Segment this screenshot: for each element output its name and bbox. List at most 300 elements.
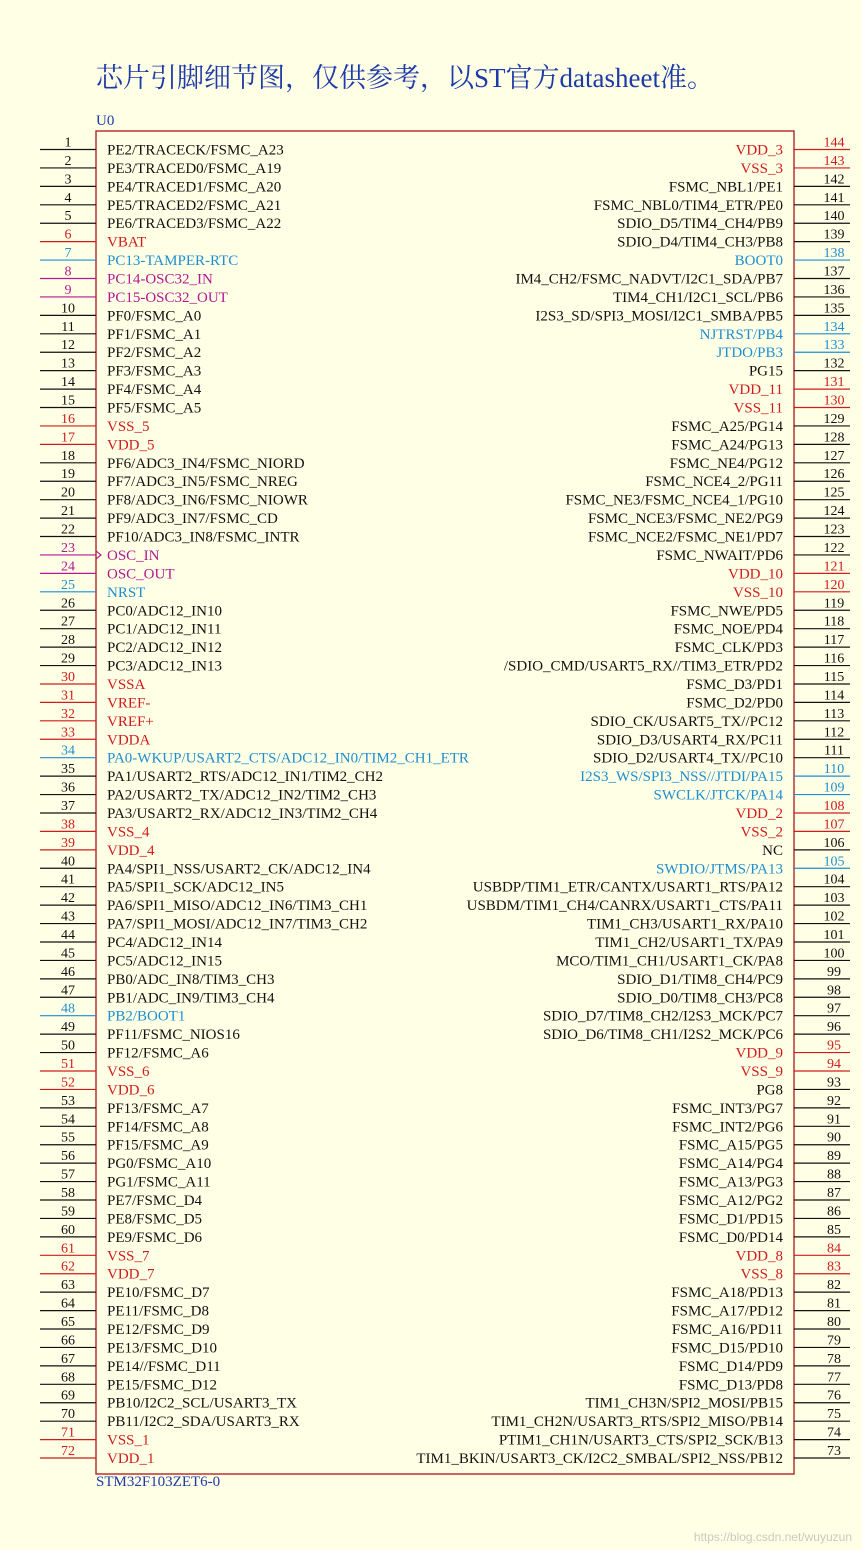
pin-number: 133: [823, 338, 845, 354]
pin-label: FSMC_D3/PD1: [686, 676, 783, 693]
pin-label: FSMC_D13/PD8: [678, 1377, 783, 1394]
pin-number: 123: [823, 522, 845, 538]
pin-label: FSMC_NE3/FSMC_NCE4_1/PG10: [565, 492, 783, 509]
pin-number: 62: [61, 1259, 75, 1275]
pin-number: 144: [823, 135, 845, 151]
pin-number: 116: [823, 651, 845, 667]
pin-label: PF0/FSMC_A0: [107, 308, 202, 325]
pin-label: PA2/USART2_TX/ADC12_IN2/TIM2_CH3: [107, 787, 377, 804]
page-title: 芯片引脚细节图，仅供参考，以ST官方datasheet准。: [96, 63, 714, 93]
pin-number: 52: [61, 1075, 75, 1091]
pin-label: PB1/ADC_IN9/TIM3_CH4: [107, 990, 275, 1007]
pin-number: 14: [61, 375, 75, 391]
pin-label: VSS_9: [740, 1064, 783, 1080]
pin-number: 126: [823, 467, 845, 483]
pin-label: PC4/ADC12_IN14: [107, 934, 223, 951]
pin-number: 33: [61, 725, 75, 741]
pin-label: VSS_1: [107, 1432, 150, 1449]
pin-label: SDIO_D1/TIM8_CH4/PC9: [617, 971, 783, 988]
pin-number: 22: [61, 522, 75, 538]
left-pin-34: [40, 744, 469, 767]
pin-label: FSMC_A25/PG14: [671, 418, 783, 435]
pin-label: PE15/FSMC_D12: [107, 1377, 218, 1394]
pin-label: FSMC_NCE4_2/PG11: [645, 474, 783, 491]
pin-label: SDIO_D0/TIM8_CH3/PC8: [617, 990, 783, 1007]
pin-number: 143: [823, 153, 845, 169]
pin-number: 89: [827, 1149, 841, 1165]
pin-number: 122: [823, 540, 845, 556]
pin-number: 55: [61, 1130, 75, 1146]
pin-number: 67: [61, 1351, 75, 1367]
pin-label: PE7/FSMC_D4: [107, 1193, 203, 1210]
pin-number: 15: [61, 393, 75, 409]
pin-number: 2: [64, 153, 72, 169]
pin-number: 99: [827, 964, 841, 980]
pin-number: 45: [61, 946, 75, 962]
pin-label: PF14/FSMC_A8: [107, 1119, 209, 1136]
pin-label: SDIO_D3/USART4_RX/PC11: [596, 732, 783, 749]
pin-label: PF6/ADC3_IN4/FSMC_NIORD: [107, 455, 305, 472]
pin-number: 91: [827, 1112, 841, 1128]
pin-label: BOOT0: [734, 253, 783, 270]
pin-number: 51: [61, 1057, 75, 1072]
pin-number: 110: [823, 762, 845, 778]
pin-label: OSC_IN: [107, 547, 160, 564]
pin-label: PF5/FSMC_A5: [107, 400, 202, 417]
pin-label: VDD_11: [728, 382, 783, 399]
pin-label: I2S3_WS/SPI3_NSS//JTDI/PA15: [580, 769, 783, 786]
pin-label: NJTRST/PB4: [699, 326, 783, 343]
pin-label: FSMC_NOE/PD4: [673, 621, 783, 638]
pin-number: 68: [61, 1370, 75, 1386]
pin-number: 56: [61, 1149, 75, 1165]
pin-label: NRST: [107, 584, 146, 601]
pin-number: 102: [823, 909, 845, 925]
pin-number: 94: [827, 1057, 841, 1072]
pin-label: VDD_2: [735, 805, 783, 822]
pin-label: TIM1_BKIN/USART3_CK/I2C2_SMBAL/SPI2_NSS/PB12: [416, 1451, 783, 1468]
pin-number: 28: [61, 633, 75, 649]
pin-number: 19: [61, 467, 75, 483]
pin-number: 80: [827, 1315, 841, 1331]
pin-label: FSMC_A13/PG3: [678, 1174, 783, 1191]
pin-number: 65: [61, 1315, 75, 1331]
pin-label: FSMC_NCE3/FSMC_NE2/PG9: [587, 511, 783, 528]
pin-number: 58: [61, 1186, 75, 1202]
pin-label: PF4/FSMC_A4: [107, 382, 202, 399]
pin-number: 10: [61, 301, 75, 317]
pin-number: 73: [827, 1444, 841, 1460]
pin-number: 54: [61, 1112, 75, 1128]
pin-label: FSMC_NWAIT/PD6: [656, 547, 783, 564]
pin-number: 134: [823, 319, 845, 335]
pin-label: JTDO/PB3: [716, 345, 783, 362]
pin-label: FSMC_A24/PG13: [671, 437, 783, 454]
pin-number: 42: [61, 891, 75, 907]
pin-label: NC: [762, 842, 783, 859]
pin-number: 5: [64, 209, 72, 225]
pin-number: 103: [823, 891, 845, 907]
pin-number: 48: [61, 1001, 75, 1017]
pin-number: 79: [827, 1333, 841, 1349]
pin-label: MCO/TIM1_CH1/USART1_CK/PA8: [556, 953, 783, 970]
pin-label: PG0/FSMC_A10: [107, 1156, 212, 1173]
pin-number: 82: [827, 1278, 841, 1294]
pin-label: VDDA: [107, 732, 151, 749]
pin-number: 6: [64, 227, 72, 243]
pin-label: PE14//FSMC_D11: [107, 1358, 221, 1375]
pin-label: FSMC_CLK/PD3: [674, 640, 783, 657]
pin-number: 95: [827, 1038, 841, 1054]
pin-number: 72: [61, 1444, 75, 1460]
pin-number: 7: [64, 246, 72, 262]
pin-number: 8: [64, 264, 72, 280]
pin-label: VSS_8: [740, 1266, 783, 1283]
pin-number: 107: [823, 817, 845, 833]
pin-number: 46: [61, 964, 75, 980]
pin-number: 1: [64, 135, 72, 151]
pin-number: 97: [827, 1001, 841, 1017]
pin-label: PA4/SPI1_NSS/USART2_CK/ADC12_IN4: [107, 861, 371, 878]
pin-number: 60: [61, 1222, 75, 1238]
pin-number: 76: [827, 1388, 841, 1404]
pin-label: USBDM/TIM1_CH4/CANRX/USART1_CTS/PA11: [466, 898, 783, 915]
pin-label: PG8: [756, 1082, 783, 1099]
pin-number: 39: [61, 835, 75, 851]
pin-label: FSMC_D14/PD9: [678, 1358, 783, 1375]
pin-number: 75: [827, 1407, 841, 1423]
pin-label: PF7/ADC3_IN5/FSMC_NREG: [107, 474, 298, 491]
pin-number: 11: [61, 319, 75, 335]
pin-label: PC13-TAMPER-RTC: [107, 253, 239, 270]
pin-number: 93: [827, 1075, 841, 1091]
pin-label: VSS_7: [107, 1248, 150, 1265]
pin-number: 130: [823, 393, 845, 409]
pin-number: 37: [61, 798, 75, 814]
pin-label: FSMC_D15/PD10: [671, 1340, 783, 1357]
pin-number: 41: [61, 872, 75, 888]
pin-number: 121: [823, 559, 845, 575]
pin-label: PB2/BOOT1: [107, 1008, 186, 1025]
pin-label: SDIO_D5/TIM4_CH4/PB9: [617, 216, 783, 233]
pin-label: PE10/FSMC_D7: [107, 1285, 210, 1302]
pin-label: VSS_5: [107, 418, 150, 435]
pin-label: I2S3_SD/SPI3_MOSI/I2C1_SMBA/PB5: [535, 308, 783, 325]
pin-label: PC5/ADC12_IN15: [107, 953, 223, 970]
pin-number: 141: [823, 190, 845, 206]
pin-label: VSS_4: [107, 824, 150, 841]
pin-number: 90: [827, 1130, 841, 1146]
pin-number: 111: [824, 743, 844, 759]
pin-number: 21: [61, 504, 75, 520]
pin-number: 120: [823, 577, 845, 593]
pin-label: VSS_3: [740, 160, 783, 177]
pin-label: VDD_1: [107, 1451, 155, 1468]
pin-label: SWCLK/JTCK/PA14: [653, 787, 783, 804]
pin-label: PA0-WKUP/USART2_CTS/ADC12_IN0/TIM2_CH1_ETR: [107, 750, 469, 767]
pin-label: USBDP/TIM1_ETR/CANTX/USART1_RTS/PA12: [472, 879, 783, 896]
pin-label: PE4/TRACED1/FSMC_A20: [107, 179, 282, 196]
pin-label: TIM1_CH3/USART1_RX/PA10: [586, 916, 783, 933]
pin-label: PC1/ADC12_IN11: [107, 621, 222, 638]
pin-label: VDD_7: [107, 1266, 155, 1283]
pin-number: 36: [61, 780, 75, 796]
pin-number: 119: [823, 596, 845, 612]
pin-number: 18: [61, 448, 75, 464]
pin-number: 16: [61, 411, 75, 427]
component-designator: U0: [96, 113, 115, 129]
pin-label: FSMC_NBL1/PE1: [668, 179, 783, 196]
pin-number: 140: [823, 209, 845, 225]
pin-label: VDD_4: [107, 842, 155, 859]
pin-label: PF10/ADC3_IN8/FSMC_INTR: [107, 529, 300, 546]
pin-number: 108: [823, 798, 845, 814]
pin-number: 81: [827, 1296, 841, 1312]
pin-number: 104: [823, 872, 845, 888]
pin-label: PE8/FSMC_D5: [107, 1211, 203, 1228]
pin-number: 24: [61, 559, 75, 575]
pin-number: 13: [61, 356, 75, 372]
pin-number: 47: [61, 983, 75, 999]
pin-label: PE12/FSMC_D9: [107, 1322, 210, 1339]
pin-label: PA6/SPI1_MISO/ADC12_IN6/TIM3_CH1: [107, 898, 368, 915]
pin-label: TIM1_CH3N/SPI2_MOSI/PB15: [585, 1395, 783, 1412]
pin-label: PB11/I2C2_SDA/USART3_RX: [107, 1414, 300, 1431]
pin-number: 20: [61, 485, 75, 501]
pin-number: 87: [827, 1186, 841, 1202]
pin-label: VSS_2: [740, 824, 783, 841]
pin-number: 35: [61, 762, 75, 778]
pin-number: 96: [827, 1020, 841, 1036]
pin-label: VSS_6: [107, 1064, 150, 1080]
pin-label: VSS_11: [733, 400, 783, 417]
pin-number: 112: [823, 725, 845, 741]
pin-number: 118: [823, 614, 845, 630]
pin-label: VDD_6: [107, 1082, 155, 1099]
pin-number: 43: [61, 909, 75, 925]
pin-label: OSC_OUT: [107, 566, 175, 583]
pin-number: 113: [823, 706, 845, 722]
pin-label: FSMC_NCE2/FSMC_NE1/PD7: [587, 529, 783, 546]
pin-number: 4: [64, 190, 72, 206]
pin-number: 53: [61, 1093, 75, 1109]
pin-label: FSMC_A16/PD11: [671, 1322, 783, 1339]
pin-label: PF15/FSMC_A9: [107, 1137, 209, 1154]
pin-label: PE2/TRACECK/FSMC_A23: [107, 142, 284, 159]
pin-label: TIM1_CH2N/USART3_RTS/SPI2_MISO/PB14: [491, 1414, 783, 1431]
pin-number: 3: [64, 172, 72, 188]
part-number: STM32F103ZET6-0: [96, 1474, 221, 1490]
pin-label: TIM1_CH2/USART1_TX/PA9: [595, 934, 783, 951]
pin-label: FSMC_D1/PD15: [678, 1211, 783, 1228]
pin-label: SWDIO/JTMS/PA13: [656, 861, 783, 878]
pin-label: VDD_10: [728, 566, 783, 583]
pin-number: 78: [827, 1351, 841, 1367]
pin-label: PC15-OSC32_OUT: [107, 289, 228, 306]
watermark: https://blog.csdn.net/wuyuzun: [693, 1530, 852, 1544]
pin-number: 12: [61, 338, 75, 354]
pin-label: PF11/FSMC_NIOS16: [107, 1027, 240, 1044]
pin-number: 9: [64, 282, 72, 298]
pin-number: 92: [827, 1093, 841, 1109]
pin-number: 61: [61, 1241, 75, 1257]
pin-number: 29: [61, 651, 75, 667]
pin-label: PA5/SPI1_SCK/ADC12_IN5: [107, 879, 284, 896]
left-pin-group: [40, 136, 469, 1468]
pin-number: 63: [61, 1278, 75, 1294]
pin-label: PF3/FSMC_A3: [107, 363, 202, 380]
pin-number: 17: [61, 430, 75, 446]
right-pin-137: [515, 265, 850, 288]
pin-number: 31: [61, 688, 75, 704]
pin-label: SDIO_D6/TIM8_CH1/I2S2_MCK/PC6: [542, 1027, 783, 1044]
pin-label: FSMC_A18/PD13: [671, 1285, 783, 1302]
pin-label: SDIO_D7/TIM8_CH2/I2S3_MCK/PC7: [542, 1008, 783, 1025]
pin-label: PE11/FSMC_D8: [107, 1303, 209, 1320]
pin-label: VSSA: [107, 676, 146, 693]
pin-label: FSMC_A14/PG4: [678, 1156, 783, 1173]
pin-number: 71: [61, 1425, 75, 1441]
pin-label: SDIO_CK/USART5_TX//PC12: [590, 713, 783, 730]
pin-number: 105: [823, 854, 845, 870]
right-pin-105: [656, 854, 850, 877]
pin-number: 70: [61, 1407, 75, 1423]
pin-number: 132: [823, 356, 845, 372]
pin-number: 131: [823, 375, 845, 391]
pin-number: 138: [823, 246, 845, 262]
pin-label: PF1/FSMC_A1: [107, 326, 202, 343]
pin-label: PB0/ADC_IN8/TIM3_CH3: [107, 971, 275, 988]
pin-number: 109: [823, 780, 845, 796]
pin-label: FSMC_INT3/PG7: [672, 1100, 783, 1117]
pin-label: FSMC_D0/PD14: [678, 1229, 783, 1246]
pin-number: 77: [827, 1370, 841, 1386]
pin-label: VDD_3: [735, 142, 783, 159]
pin-number: 136: [823, 282, 845, 298]
pin-label: FSMC_D2/PD0: [686, 695, 783, 712]
pin-label: SDIO_D2/USART4_TX//PC10: [593, 750, 783, 767]
clock-indicator: [96, 551, 101, 559]
pin-label: PC0/ADC12_IN10: [107, 603, 223, 620]
pin-number: 26: [61, 596, 75, 612]
pin-number: 117: [823, 633, 845, 649]
pin-number: 137: [823, 264, 845, 280]
pin-label: PTIM1_CH1N/USART3_CTS/SPI2_SCK/B13: [498, 1432, 783, 1449]
pin-label: SDIO_D4/TIM4_CH3/PB8: [617, 234, 783, 251]
pin-number: 127: [823, 448, 845, 464]
pin-label: FSMC_A12/PG2: [678, 1193, 783, 1210]
pin-number: 64: [61, 1296, 75, 1312]
pin-number: 135: [823, 301, 845, 317]
pin-number: 32: [61, 706, 75, 722]
pin-number: 83: [827, 1259, 841, 1275]
pin-label: VREF+: [107, 713, 154, 730]
pin-number: 142: [823, 172, 845, 188]
pin-number: 38: [61, 817, 75, 833]
pin-label: PE6/TRACED3/FSMC_A22: [107, 216, 282, 233]
pin-label: VDD_5: [107, 437, 155, 454]
pin-number: 40: [61, 854, 75, 870]
pin-number: 129: [823, 411, 845, 427]
left-pin-18: [40, 449, 305, 472]
pin-number: 98: [827, 983, 841, 999]
pin-label: FSMC_NBL0/TIM4_ETR/PE0: [593, 197, 783, 214]
pin-number: 25: [61, 577, 75, 593]
pin-number: 115: [823, 669, 845, 685]
pin-number: 139: [823, 227, 845, 243]
left-pin-1: [40, 136, 284, 159]
pin-number: 124: [823, 504, 845, 520]
pin-label: PF13/FSMC_A7: [107, 1100, 209, 1117]
pin-label: PE3/TRACED0/FSMC_A19: [107, 160, 282, 177]
pin-number: 86: [827, 1204, 841, 1220]
pin-label: PA1/USART2_RTS/ADC12_IN1/TIM2_CH2: [107, 769, 384, 786]
pin-label: PA3/USART2_RX/ADC12_IN3/TIM2_CH4: [107, 805, 378, 822]
left-pin-40: [40, 854, 371, 877]
pin-number: 106: [823, 835, 845, 851]
pin-number: 85: [827, 1222, 841, 1238]
pin-label: PG15: [748, 363, 783, 380]
pin-label: FSMC_A15/PG5: [678, 1137, 783, 1154]
pin-number: 50: [61, 1038, 75, 1054]
pin-label: FSMC_INT2/PG6: [672, 1119, 783, 1136]
pin-number: 128: [823, 430, 845, 446]
pin-label: PC2/ADC12_IN12: [107, 640, 223, 657]
pin-number: 74: [827, 1425, 841, 1441]
pin-number: 88: [827, 1167, 841, 1183]
pin-label: PC3/ADC12_IN13: [107, 658, 223, 675]
pin-label: VREF-: [107, 695, 151, 712]
pin-label: IM4_CH2/FSMC_NADVT/I2C1_SDA/PB7: [515, 271, 783, 288]
pin-number: 84: [827, 1241, 841, 1257]
pin-label: PE9/FSMC_D6: [107, 1229, 203, 1246]
pin-number: 30: [61, 669, 75, 685]
pin-number: 125: [823, 485, 845, 501]
pin-number: 57: [61, 1167, 75, 1183]
pin-label: FSMC_A17/PD12: [671, 1303, 783, 1320]
pin-number: 49: [61, 1020, 75, 1036]
pin-label: PF8/ADC3_IN6/FSMC_NIOWR: [107, 492, 308, 509]
pin-label: PC14-OSC32_IN: [107, 271, 213, 288]
pin-label: PA7/SPI1_MOSI/ADC12_IN7/TIM3_CH2: [107, 916, 368, 933]
pin-number: 34: [61, 743, 75, 759]
pin-label: VBAT: [107, 234, 147, 251]
pin-label: VDD_8: [735, 1248, 783, 1265]
pin-label: VDD_9: [735, 1045, 783, 1062]
pin-label: PF9/ADC3_IN7/FSMC_CD: [107, 511, 278, 528]
pin-label: TIM4_CH1/I2C1_SCL/PB6: [612, 289, 783, 306]
pin-label: PF12/FSMC_A6: [107, 1045, 209, 1062]
pin-label: PF2/FSMC_A2: [107, 345, 202, 362]
pin-label: PE13/FSMC_D10: [107, 1340, 218, 1357]
pin-number: 27: [61, 614, 75, 630]
pin-number: 100: [823, 946, 845, 962]
right-pin-group: [416, 136, 850, 1468]
pin-label: FSMC_NE4/PG12: [669, 455, 783, 472]
pin-label: FSMC_NWE/PD5: [670, 603, 783, 620]
pin-number: 66: [61, 1333, 75, 1349]
pin-label: /SDIO_CMD/USART5_RX//TIM3_ETR/PD2: [503, 658, 783, 675]
pin-number: 114: [823, 688, 845, 704]
pin-label: VSS_10: [732, 584, 783, 601]
pin-label: PG1/FSMC_A11: [107, 1174, 211, 1191]
pin-label: PB10/I2C2_SCL/USART3_TX: [107, 1395, 297, 1412]
pin-number: 69: [61, 1388, 75, 1404]
pin-number: 101: [823, 927, 845, 943]
pin-number: 44: [61, 927, 75, 943]
pin-number: 59: [61, 1204, 75, 1220]
pin-label: PE5/TRACED2/FSMC_A21: [107, 197, 282, 214]
